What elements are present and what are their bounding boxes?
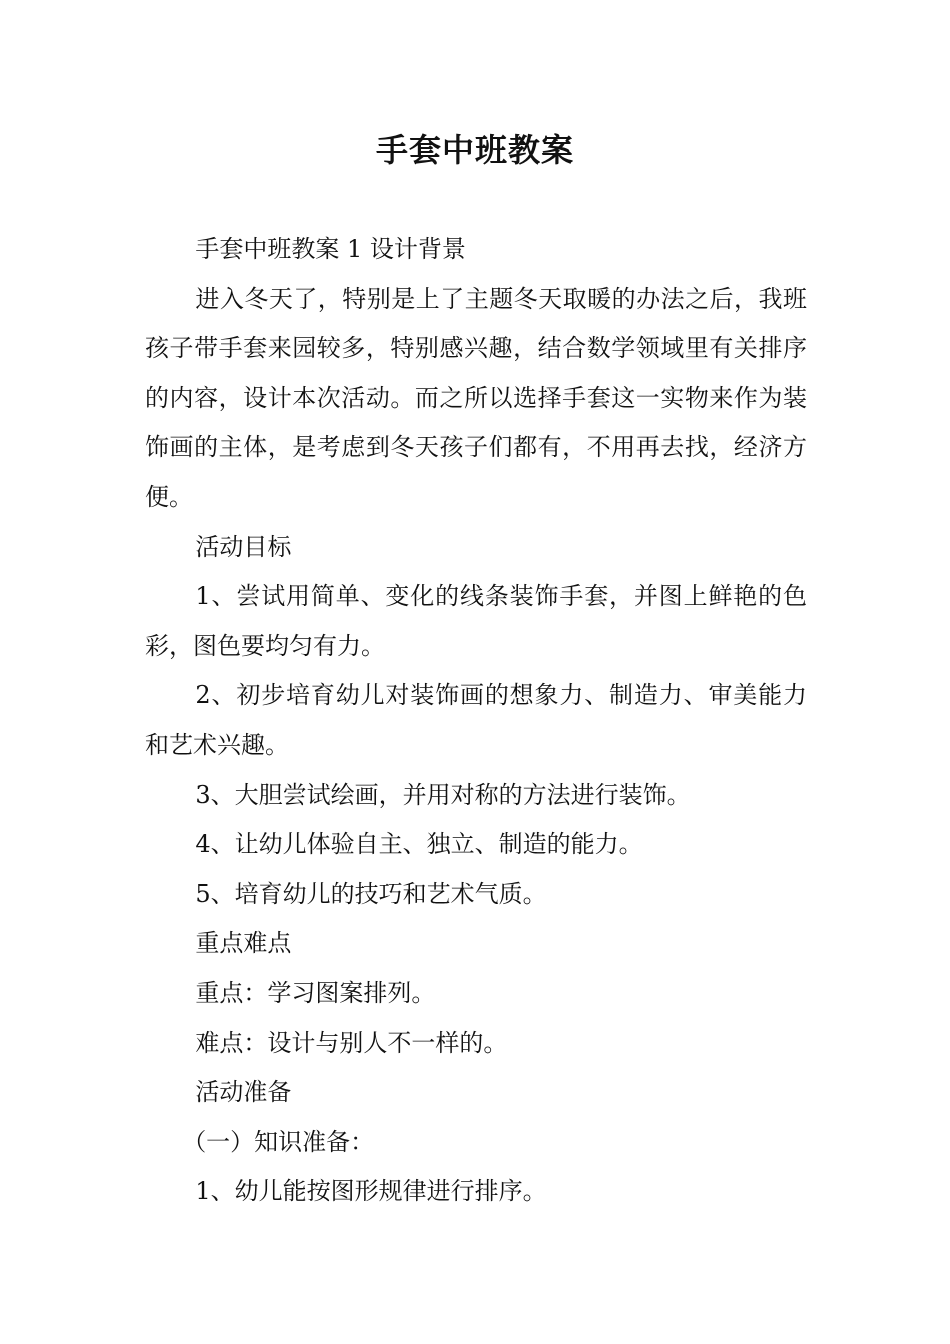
paragraph-preparation-1: 1、幼儿能按图形规律进行排序。 [195, 1177, 547, 1206]
paragraph-difficult-point: 难点：设计与别人不一样的。 [195, 1028, 508, 1057]
paragraph-goal-1: 1、尝试用简单、变化的线条装饰手套，并图上鲜艳的色彩，图色要均匀有力。 [145, 582, 807, 660]
heading-key-difficult-points: 重点难点 [195, 929, 292, 958]
paragraph-goal-2: 2、初步培育幼儿对装饰画的想象力、制造力、审美能力和艺术兴趣。 [145, 681, 807, 759]
paragraph-key-point: 重点：学习图案排列。 [195, 978, 436, 1007]
paragraph-design-background: 手套中班教案 1 设计背景 [195, 235, 466, 263]
paragraph-background-text: 进入冬天了，特别是上了主题冬天取暖的办法之后，我班孩子带手套来园较多，特别感兴趣，结合数学领域里有关排序的内容，设计本次活动。而之所以选择手套这一实物来作为装饰画的主体，是考虑到冬天孩子们都有，不用再去找，经济方便。 [145, 284, 807, 511]
document-title: 手套中班教案 [375, 131, 574, 169]
heading-activity-goals: 活动目标 [195, 532, 292, 561]
paragraph-goal-5: 5、培育幼儿的技巧和艺术气质。 [195, 879, 547, 908]
heading-activity-preparation: 活动准备 [195, 1078, 292, 1107]
paragraph-knowledge-preparation: （一）知识准备： [182, 1127, 375, 1156]
paragraph-goal-3: 3、大胆尝试绘画，并用对称的方法进行装饰。 [195, 780, 691, 809]
document-body [145, 225, 807, 1217]
paragraph-goal-4: 4、让幼儿体验自主、独立、制造的能力。 [195, 830, 643, 859]
